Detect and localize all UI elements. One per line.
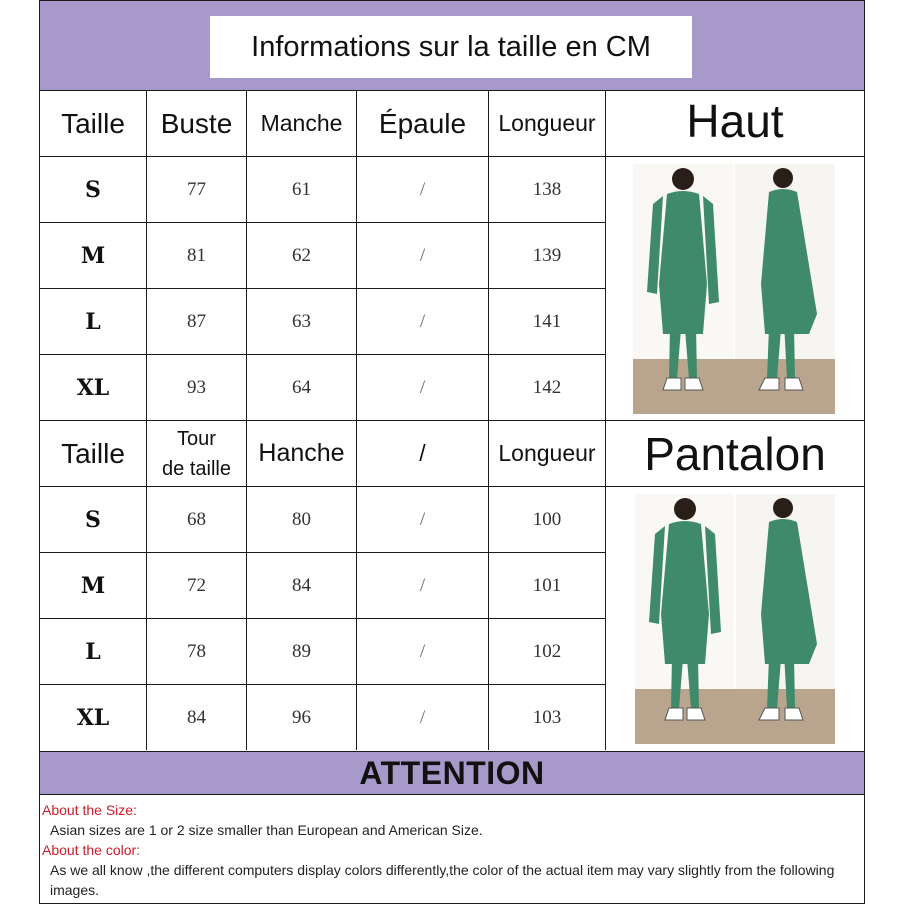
size-cell: S — [85, 176, 101, 203]
size-cell: S — [85, 506, 101, 533]
col-header-slash: / — [419, 440, 426, 466]
manche-value: 64 — [292, 376, 311, 398]
size-cell: M — [80, 572, 106, 599]
slash-value: / — [419, 508, 426, 530]
col-header-manche: Manche — [260, 110, 343, 136]
size-cell: L — [85, 308, 101, 335]
col-header-hanche: Hanche — [258, 439, 345, 467]
manche-value: 62 — [292, 244, 311, 266]
col-header-buste: Buste — [160, 107, 233, 139]
size-note-text: Asian sizes are 1 or 2 size smaller than European and American Size. — [50, 822, 483, 838]
hanche-value: 84 — [292, 574, 311, 596]
col-header-taille: Taille — [61, 107, 125, 139]
manche-value: 63 — [292, 310, 311, 332]
color-note-label: About the color: — [42, 842, 141, 858]
longueur-value: 100 — [532, 508, 562, 530]
attention-heading: ATTENTION — [40, 751, 864, 795]
longueur-value: 142 — [532, 376, 562, 398]
section-label-pantalon: Pantalon — [644, 427, 826, 480]
epaule-value: / — [419, 310, 426, 332]
outer-frame — [39, 0, 865, 904]
hanche-value: 96 — [292, 706, 311, 728]
color-note-text: As we all know ,the different computers display colors differently,the color of the actual item may vary slightly from the following images. — [50, 862, 835, 898]
slash-value: / — [419, 640, 426, 662]
size-note-label: About the Size: — [42, 802, 137, 818]
hanche-value: 80 — [292, 508, 311, 530]
col-header-longueur: Longueur — [498, 440, 596, 466]
buste-value: 81 — [187, 244, 206, 266]
manche-value: 61 — [292, 178, 311, 200]
buste-value: 87 — [187, 310, 206, 332]
col-header-taille: Taille — [61, 437, 125, 469]
size-cell: M — [80, 242, 106, 269]
slash-value: / — [419, 706, 426, 728]
col-header-tour-line2: de taille — [162, 457, 231, 480]
longueur-value: 139 — [532, 244, 562, 266]
longueur-value: 102 — [532, 640, 562, 662]
size-cell: XL — [76, 704, 110, 731]
hanche-value: 89 — [292, 640, 311, 662]
longueur-value: 138 — [532, 178, 562, 200]
slash-value: / — [419, 574, 426, 596]
tour-de-taille-value: 84 — [187, 706, 206, 728]
longueur-value: 101 — [532, 574, 562, 596]
tour-de-taille-value: 72 — [187, 574, 206, 596]
col-header-longueur: Longueur — [498, 110, 596, 136]
size-cell: L — [85, 638, 101, 665]
longueur-value: 103 — [532, 706, 562, 728]
col-header-epaule: Épaule — [378, 107, 467, 139]
longueur-value: 141 — [532, 310, 562, 332]
buste-value: 93 — [187, 376, 206, 398]
tour-de-taille-value: 78 — [187, 640, 206, 662]
epaule-value: / — [419, 244, 426, 266]
epaule-value: / — [419, 178, 426, 200]
buste-value: 77 — [187, 178, 206, 200]
epaule-value: / — [419, 376, 426, 398]
col-header-tour-line1: Tour — [177, 427, 216, 450]
tour-de-taille-value: 68 — [187, 508, 206, 530]
size-cell: XL — [76, 374, 110, 401]
page-title: Informations sur la taille en CM — [210, 16, 692, 78]
section-label-haut: Haut — [686, 94, 784, 147]
